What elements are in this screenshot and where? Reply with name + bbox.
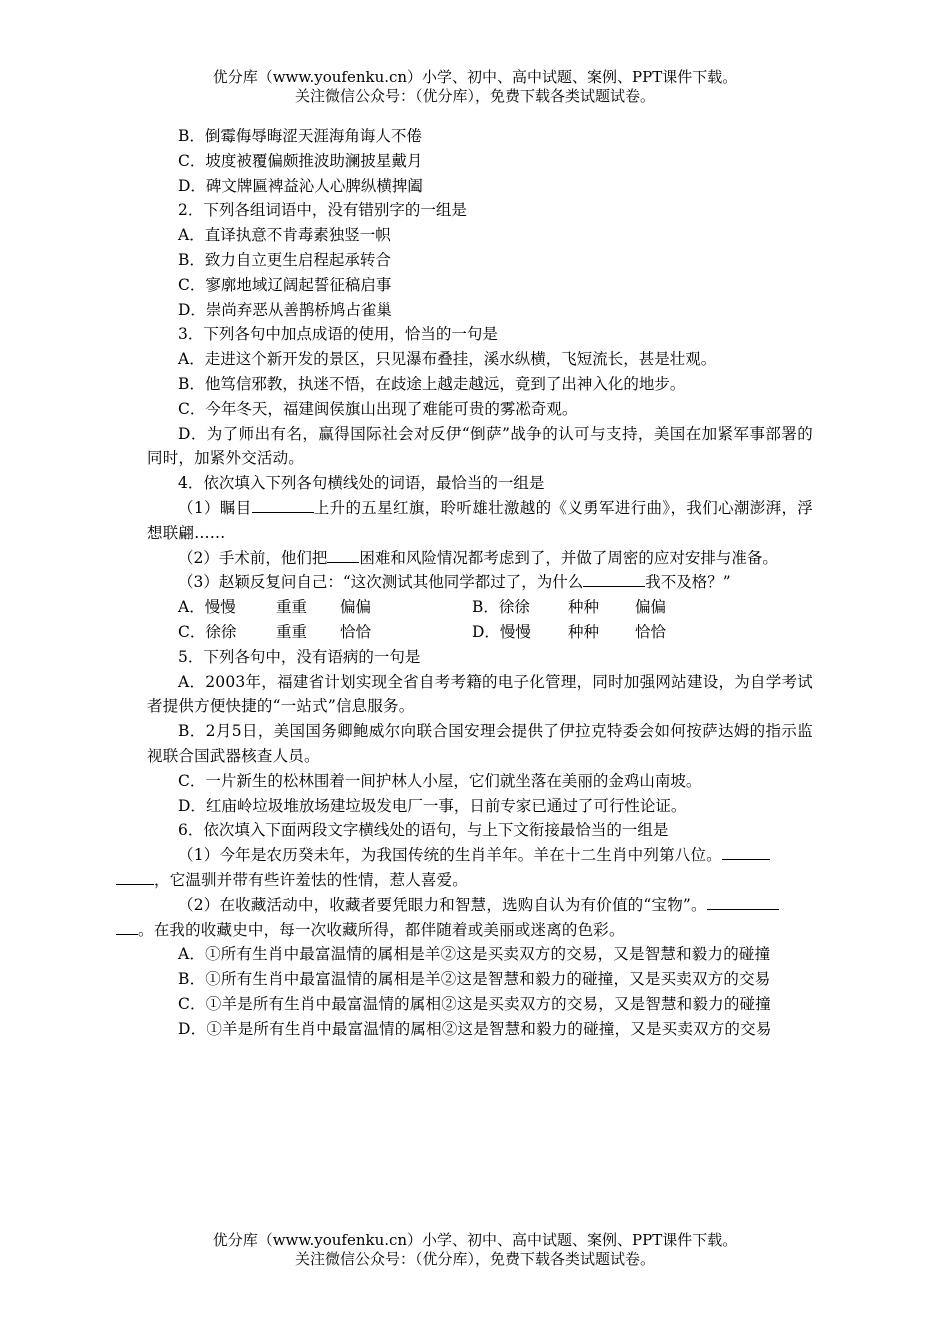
blank-line <box>707 895 779 910</box>
exam-content <box>138 124 813 1041</box>
q4-option-d: D．慢慢 种种 恰恰 <box>472 622 667 641</box>
q4-sentence-3 <box>147 570 813 595</box>
q6-stem: 6．依次填入下面两段文字横线处的语句，与上下文衔接最恰当的一组是 <box>178 821 669 840</box>
q4-s3-end: 我不及格？” <box>645 573 731 592</box>
q6-option-d: D．①羊是所有生肖中最富温情的属相②这是智慧和毅力的碰撞，又是买卖双方的交易 <box>178 1019 772 1038</box>
page-footer <box>0 1231 950 1269</box>
q6-p2-end: 。在我的收藏史中，每一次收藏所得，都伴随着或美丽或迷离的色彩。 <box>138 920 625 939</box>
q4-s2-start: （2）手术前，他们把 <box>178 548 328 567</box>
q4-options-row-1 <box>147 595 813 620</box>
q6-option-c: C．①羊是所有生肖中最富温情的属相②这是买卖双方的交易，又是智慧和毅力的碰撞 <box>178 994 771 1013</box>
q4-options-row-2 <box>147 620 813 645</box>
q3-option-c: C．今年冬天，福建闽侯旗山出现了难能可贵的雾凇奇观。 <box>178 399 578 418</box>
footer-line-2: 关注微信公众号：（优分库），免费下载各类试题试卷。 <box>294 1250 655 1268</box>
blank-line <box>116 920 138 935</box>
header-line-2: 关注微信公众号：（优分库），免费下载各类试题试卷。 <box>294 87 655 105</box>
q4-option-c: C．徐徐 重重 恰恰 <box>178 622 372 641</box>
q6-passage-2 <box>138 893 813 943</box>
q4-s1-end: 上升的五星红旗，聆听雄壮激越的《义勇军进行曲》，我们心潮澎湃，浮想联翩…… <box>147 498 813 542</box>
blank-line <box>722 845 770 860</box>
q1-option-d: D．碑文牌匾裨益沁人心脾纵横捭阖 <box>178 176 423 195</box>
blank-line <box>583 572 645 587</box>
q1-option-b: B．倒霉侮辱晦涩天涯海角诲人不倦 <box>178 127 422 145</box>
header-line-1: 优分库（www.youfenku.cn）小学、初中、高中试题、案例、PPT课件下载。 <box>212 68 738 86</box>
q2-option-b: B．致力自立更生启程起承转合 <box>178 250 391 269</box>
q2-option-d: D．崇尚弃恶从善鹊桥鸠占雀巢 <box>178 300 392 319</box>
q5-option-a: A．2003年，福建省计划实现全省自考考籍的电子化管理，同时加强网站建设，为自学考试者提供方便快捷的“一站式”信息服务。 <box>147 672 813 716</box>
q6-passage-1 <box>147 843 813 893</box>
q4-stem: 4．依次填入下列各句横线处的词语，最恰当的一组是 <box>178 474 545 493</box>
footer-line-1: 优分库（www.youfenku.cn）小学、初中、高中试题、案例、PPT课件下载。 <box>212 1231 738 1249</box>
q5-option-d: D．红庙岭垃圾堆放场建垃圾发电厂一事，日前专家已通过了可行性论证。 <box>178 796 687 815</box>
q4-s1-start: （1）瞩目 <box>178 498 252 517</box>
q5-option-b: B．2月5日，美国国务卿鲍威尔向联合国安理会提供了伊拉克特委会如何按萨达姆的指示监视联合国武器核查人员。 <box>147 722 813 765</box>
q6-option-b: B．①所有生肖中最富温情的属相是羊②这是智慧和毅力的碰撞，又是买卖双方的交易 <box>178 970 771 989</box>
q6-p2-start: （2）在收藏活动中，收藏者要凭眼力和智慧，选购自认为有价值的“宝物”。 <box>178 895 707 914</box>
q4-s3-start: （3）赵颖反复问自己：“这次测试其他同学都过了，为什么 <box>178 573 584 592</box>
blank-line <box>327 548 359 563</box>
q3-option-a: A．走进这个新开发的景区，只见瀑布叠挂，溪水纵横，飞短流长，甚是壮观。 <box>178 350 717 369</box>
q2-option-c: C．寥廓地域辽阔起誓征稿启事 <box>178 275 392 294</box>
q6-option-a: A．①所有生肖中最富温情的属相是羊②这是买卖双方的交易，又是智慧和毅力的碰撞 <box>178 945 771 964</box>
q4-s2-end: 困难和风险情况都考虑到了，并做了周密的应对安排与准备。 <box>359 548 778 567</box>
blank-line <box>116 870 154 885</box>
page-header <box>0 68 950 106</box>
q2-option-a: A．直译执意不肯毒素独竖一帜 <box>178 226 391 245</box>
q3-option-b: B．他笃信邪教，执迷不悟，在歧途上越走越远，竟到了出神入化的地步。 <box>178 374 686 393</box>
q4-sentence-1 <box>147 496 813 546</box>
q6-p1-start: （1）今年是农历癸未年，为我国传统的生肖羊年。羊在十二生肖中列第八位。 <box>178 846 722 865</box>
q4-sentence-2 <box>147 546 813 571</box>
q5-option-c: C．一片新生的松林围着一间护林人小屋，它们就坐落在美丽的金鸡山南坡。 <box>178 771 702 790</box>
q2-stem: 2．下列各组词语中，没有错别字的一组是 <box>178 201 467 220</box>
q3-stem: 3．下列各句中加点成语的使用，恰当的一句是 <box>178 325 498 344</box>
q4-option-b: B．徐徐 种种 偏偏 <box>472 598 667 617</box>
q6-p1-end: ，它温驯并带有些许羞怯的性情，惹人喜爱。 <box>154 870 469 889</box>
q5-stem: 5．下列各句中，没有语病的一句是 <box>178 647 421 666</box>
q4-option-a: A．慢慢 重重 偏偏 <box>178 598 372 617</box>
blank-line <box>252 498 314 513</box>
q3-option-d: D．为了师出有名，赢得国际社会对反伊“倒萨”战争的认可与支持，美国在加紧军事部署的同时，加紧外交活动。 <box>147 424 813 468</box>
q1-option-c: C．坡度被覆偏颇推波助澜披星戴月 <box>178 151 423 170</box>
